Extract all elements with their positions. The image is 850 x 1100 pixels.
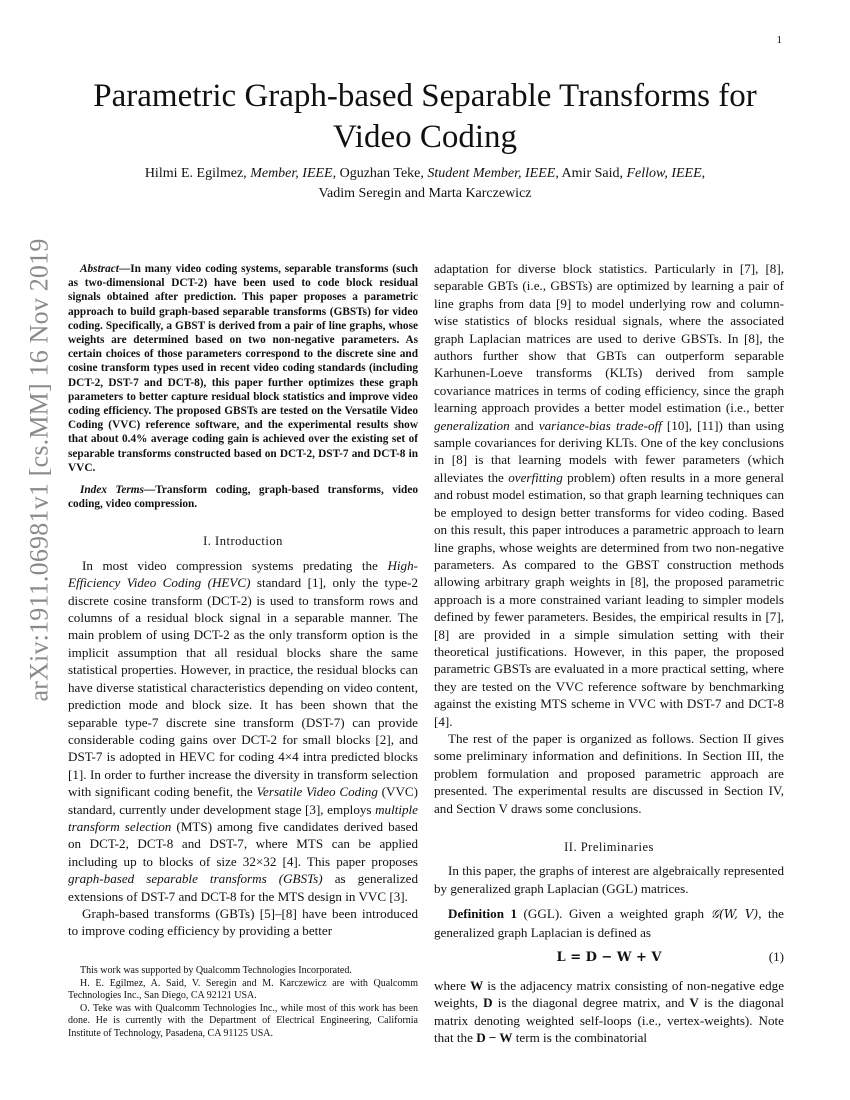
- author-line-2: Vadim Seregin and Marta Karczewicz: [318, 186, 532, 201]
- abstract: [68, 262, 418, 475]
- index-terms: [68, 483, 418, 511]
- equation-1: [434, 948, 784, 968]
- equation-body: L = D − W + V: [556, 950, 662, 966]
- definition-explanation: where W is the adjacency matrix consisting of non-negative edge weights, D is the diagonal degree matrix, and V is the diagonal matrix denoting weighted self-loops (i.e., vertex-weights). Note that the D − W term is the combinatorial: [434, 978, 785, 1046]
- author-separator: ,: [701, 166, 706, 181]
- definition-1: Definition 1 (GGL). Given a weighted graph 𝒢(W, V), the generalized graph Laplacian is defined as: [434, 906, 784, 940]
- left-column: [68, 262, 418, 940]
- footnote-affiliation-2: O. Teke was with Qualcomm Technologies Inc., while most of this work has been done. He is currently with the Department of Electrical Engineering, California Institute of Technology, Pasadena, CA 91125 USA.: [68, 1002, 418, 1039]
- page-number: 1: [776, 34, 782, 46]
- section-heading-introduction: I. Introduction: [203, 534, 283, 549]
- intro-paragraph-organization: The rest of the paper is organized as follows. Section II gives some preliminary information and definitions. In Section III, the problem formulation and proposed parametric approach are presented. The experimental results are discussed in Section IV, and Section V draws some conclusions.: [434, 730, 784, 816]
- equation-number: (1): [768, 949, 784, 965]
- paper-title: Parametric Graph-based Separable Transforms for Video Coding: [93, 78, 757, 155]
- arxiv-stamp-text: arXiv:1911.06981v1 [cs.MM] 16 Nov 2019: [25, 237, 55, 702]
- arxiv-stamp: [25, 237, 55, 702]
- author-3: , Amir Said,: [555, 166, 623, 181]
- author-3-role: Fellow, IEEE: [626, 166, 702, 181]
- intro-paragraph-3: adaptation for diverse block statistics. Particularly in [7], [8], separable GBTs (i.e., GBSTs) are optimized by learning a pair of line graphs from data [9] to model underlying row and column-wise statistics of blocks residual signals, where the associated graph Laplacian matrices are used to derive GBSTs. In [8], the authors further show that GBTs can outperform separable Karhunen-Loeve transforms (KLTs) derived from sample covariance matrices in terms of coding efficiency, since the graph learning approach provides a better model estimation (i.e., better generalization and variance-bias trade-off [10], [11]) than using sample covariances for deriving KLTs. One of the key conclusions in [8] is that learning models with fewer parameters (which alleviates the overfitting problem) often results in a more general and robust model estimation, so that graph learning techniques can be employed to design better transforms for video coding. Based on this result, this paper introduces a parametric approach to learn line graphs, whose weights are determined from two non-negative parameters. As compared to the GBST construction methods allowing arbitrary graph weights in [8], the proposed parametric approach is a more constrained variant leading to simpler models defined by fewer parameters. Besides, the empirical results in [7], [8] are provided in a simple simulation setting with their theoretical justifications. However, in this paper, the proposed parametric GBSTs are evaluated in a more practical setting, where they are tested on the VVC reference software by benchmarking against the existing MTS scheme in VVC with DST-7 and DCT-8 [4].: [434, 261, 784, 729]
- intro-paragraph-1: In most video compression systems predating the High-Efficiency Video Coding (HEVC) standard [1], only the type-2 discrete cosine transform (DCT-2) is used to transform rows and columns of a residual block signal in a separable manner. The main problem of using DCT-2 as the only transform option is the implicit assumption that all residual blocks share the same statistical properties. However, in practice, the residual blocks can have diverse statistical characteristics depending on video content, prediction mode and block size. It has been shown that the separable type-7 discrete sine transform (DST-7) can provide considerable coding gains over DCT-2 for small blocks [2], and DST-7 is adopted in HEVC for coding 4×4 intra predicted blocks [1]. In order to further increase the diversity in transform selection with significant coding benefit, the Versatile Video Coding (VVC) standard, currently under development stage [3], employs multiple transform selection (MTS) among five candidates derived based on DCT-2, DCT-8 and DST-7, where MTS can be applied including up to blocks of size 32×32 [4]. This paper proposes graph-based separable transforms (GBSTs) as generalized extensions of DST-7 and DCT-8 for the MTS design in VVC [3].: [68, 557, 419, 904]
- author-2: , Oguzhan Teke,: [332, 166, 424, 181]
- section-heading-preliminaries: II. Preliminaries: [564, 840, 654, 854]
- author-2-role: Student Member, IEEE: [427, 166, 556, 181]
- right-column: [434, 260, 784, 1047]
- abstract-text: —In many video coding systems, separable transforms (such as two-dimensional DCT-2) have been used to code block residual signals obtained after prediction. This paper proposes a parametric approach to build graph-based separable transforms (GBSTs) for video coding. Specifically, a GBST is derived from a pair of line graphs, whose weights are determined based on two non-negative parameters. As certain choices of those parameters correspond to the discrete sine and cosine transform types used in recent video coding standards (including DCT-2, DST-7 and DCT-8), this paper further optimizes these graph parameters to better capture residual block statistics and improve video coding efficiency. The proposed GBSTs are tested on the Versatile Video Coding (VVC) reference software, and the experimental results show that about 0.4% average coding gain is achieved over the existing set of separable transforms constructed based on DCT-2, DST-7 and DCT-8 in VVC.: [68, 263, 418, 474]
- index-terms-text: —Transform coding, graph-based transforms, video coding, video compression.: [68, 484, 418, 511]
- author-list: [60, 164, 790, 204]
- index-terms-lead: Index Terms: [80, 484, 144, 497]
- author-1-role: Member, IEEE: [250, 166, 333, 181]
- footnote-funding: This work was supported by Qualcomm Technologies Incorporated.: [80, 965, 352, 976]
- intro-paragraph-2: Graph-based transforms (GBTs) [5]–[8] have been introduced to improve coding efficiency by providing a better: [68, 905, 418, 939]
- abstract-lead: Abstract: [80, 263, 119, 275]
- author-1: Hilmi E. Egilmez,: [144, 166, 247, 181]
- preliminaries-paragraph: In this paper, the graphs of interest are algebraically represented by generalized graph Laplacian (GGL) matrices.: [434, 863, 784, 896]
- footnote-affiliation-1: H. E. Egilmez, A. Said, V. Seregin and M. Karczewicz are with Qualcomm Technologies Inc., San Diego, CA 92121 USA.: [68, 977, 418, 1002]
- footnotes: [68, 965, 418, 1041]
